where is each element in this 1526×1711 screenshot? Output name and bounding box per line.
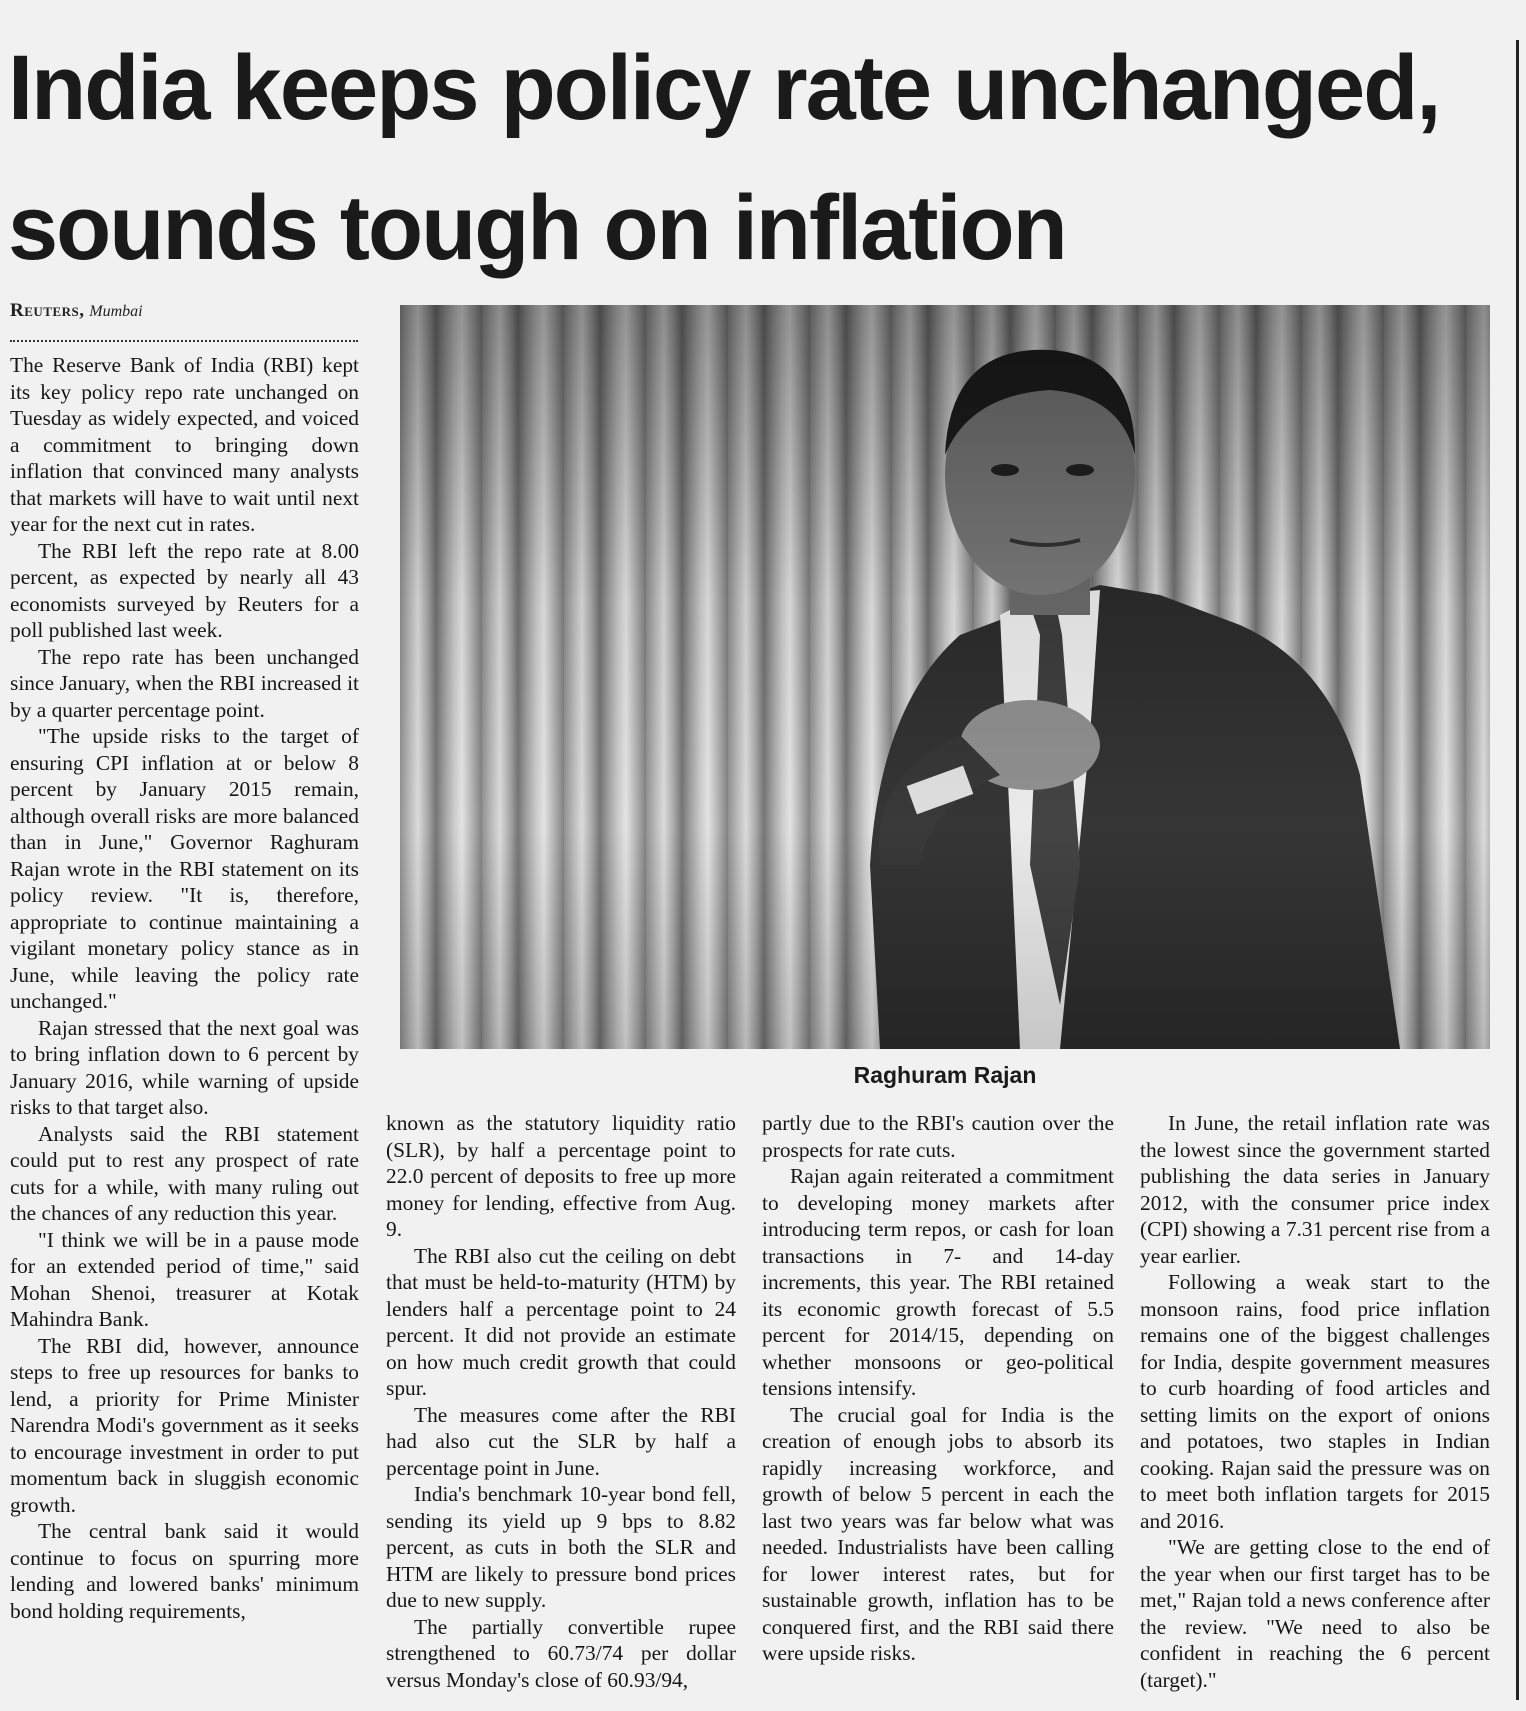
- paragraph: Rajan stressed that the next goal was to bring inflation down to 6 percent by January 2016, while warning of upside risks to that target also.: [10, 1015, 359, 1119]
- paragraph: "The upside risks to the target of ensuring CPI inflation at or below 8 percent by January 2015 remain, although overall risks are more balanced than in June," Governor Raghuram Rajan wrote in the RBI statement on its policy review. "It is, therefore, appropriate to continue maintaining a vigilant monetary policy stance as in June, while leaving the policy rate unchanged.": [10, 724, 359, 1013]
- article-column-4: [1140, 1110, 1490, 1693]
- paragraph: The measures come after the RBI had also cut the SLR by half a percentage point in June.: [386, 1402, 736, 1480]
- photo-caption: Raghuram Rajan: [853, 1062, 1037, 1088]
- article-photo: [400, 305, 1490, 1049]
- byline-place: Mumbai: [89, 303, 143, 320]
- paragraph: Following a weak start to the monsoon rains, food price inflation remains one of the biggest challenges for India, despite government measures to curb hoarding of food articles and setting limits on the export of onions and potatoes, two staples in Indian cooking. Rajan said the pressure was on to meet both inflation targets for 2015 and 2016.: [1140, 1270, 1490, 1533]
- paragraph: "I think we will be in a pause mode for an extended period of time," said Mohan Shenoi, treasurer at Kotak Mahindra Bank.: [10, 1227, 359, 1331]
- byline: [10, 300, 360, 322]
- article-column-3: [762, 1110, 1114, 1667]
- paragraph: partly due to the RBI's caution over the prospects for rate cuts.: [762, 1111, 1114, 1162]
- paragraph: The central bank said it would continue to focus on spurring more lending and lowered banks' minimum bond holding requirements,: [10, 1519, 359, 1623]
- paragraph: The repo rate has been unchanged since January, when the RBI increased it by a quarter percentage point.: [10, 644, 359, 722]
- paragraph: The RBI left the repo rate at 8.00 percent, as expected by nearly all 43 economists surveyed by Reuters for a poll published last week.: [10, 538, 359, 642]
- byline-divider: [10, 340, 358, 342]
- paragraph: The RBI did, however, announce steps to free up resources for banks to lend, a priority for Prime Minister Narendra Modi's government as it seeks to encourage investment in order to put momentum back in sluggish economic growth.: [10, 1333, 359, 1517]
- paragraph: "We are getting close to the end of the year when our first target has to be met," Rajan told a news conference after the review. "We need to also be confident in reaching the 6 percent (target).": [1140, 1535, 1490, 1692]
- photo-shading: [400, 305, 1490, 1049]
- byline-agency: Reuters,: [10, 300, 85, 321]
- paragraph: The Reserve Bank of India (RBI) kept its key policy repo rate unchanged on Tuesday as widely expected, and voiced a commitment to bringing down inflation that convinced many analysts that markets will have to wait until next year for the next cut in rates.: [10, 353, 359, 536]
- paragraph: known as the statutory liquidity ratio (SLR), by half a percentage point to 22.0 percent of deposits to free up more money for lending, effective from Aug. 9.: [386, 1111, 736, 1241]
- paragraph: The RBI also cut the ceiling on debt that must be held-to-maturity (HTM) by lenders half a percentage point to 24 percent. It did not provide an estimate on how much credit growth that could spur.: [386, 1243, 736, 1400]
- paragraph: India's benchmark 10-year bond fell, sending its yield up 9 bps to 8.82 percent, as cuts in both the SLR and HTM are likely to pressure bond prices due to new supply.: [386, 1482, 736, 1612]
- article-column-2: [386, 1110, 736, 1693]
- headline-line-1: India keeps policy rate unchanged,: [8, 37, 1440, 139]
- paragraph: In June, the retail inflation rate was the lowest since the government started publishing the data series in January 2012, with the consumer price index (CPI) showing a 7.31 percent rise from a year earlier.: [1140, 1111, 1490, 1268]
- headline: [8, 18, 1478, 298]
- page-edge-rule: [1516, 40, 1519, 1700]
- paragraph: The crucial goal for India is the creation of enough jobs to absorb its rapidly increasing workforce, and growth of below 5 percent in each the last two years was far below what was needed. Industrialists have been calling for lower interest rates, but for sustainable growth, inflation has to be conquered first, and the RBI said there were upside risks.: [762, 1402, 1114, 1665]
- paragraph: The partially convertible rupee strengthened to 60.73/74 per dollar versus Monday's close of 60.93/94,: [386, 1614, 736, 1692]
- paragraph: Analysts said the RBI statement could put to rest any prospect of rate cuts for a while, with many ruling out the chances of any reduction this year.: [10, 1121, 359, 1225]
- paragraph: Rajan again reiterated a commitment to developing money markets after introducing term repos, or cash for loan transactions in 7- and 14-day increments, this year. The RBI retained its economic growth forecast of 5.5 percent for 2014/15, depending on whether monsoons or geo-political tensions intensify.: [762, 1164, 1114, 1400]
- article-column-1: [10, 352, 359, 1624]
- headline-line-2: sounds tough on inflation: [8, 177, 1066, 279]
